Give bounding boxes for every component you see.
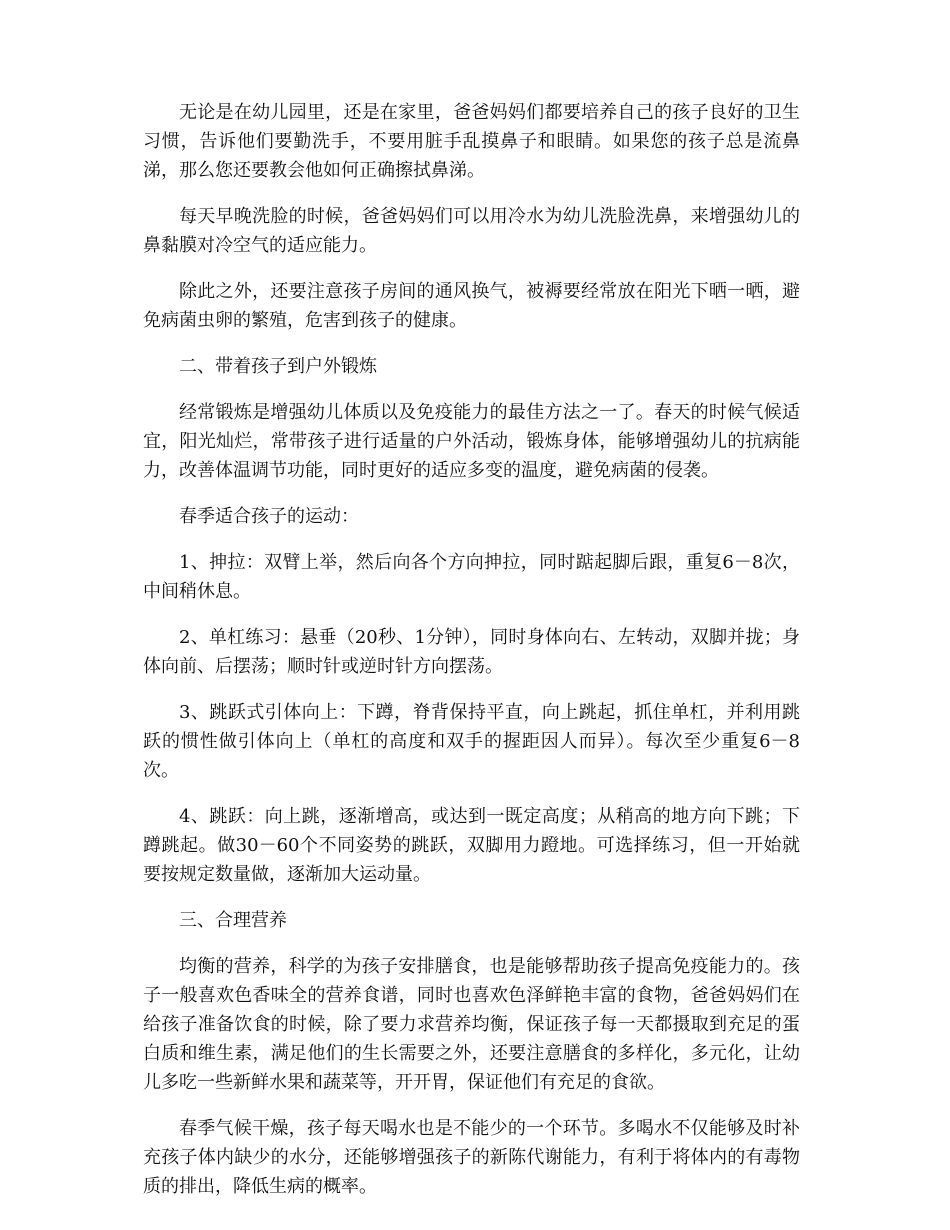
paragraph-drinking-water: 春季气候干燥，孩子每天喝水也是不能少的一个环节。多喝水不仅能够及时补充孩子体内缺少的水分，还能够增强孩子的新陈代谢能力，有利于将体内的有毒物质的排出，降低生病的概率。: [143, 1118, 800, 1197]
paragraph-cold-water-wash: 每天早晚洗脸的时候，爸爸妈妈们可以用冷水为幼儿洗脸洗鼻，来增强幼儿的鼻黏膜对冷空气的适应能力。: [143, 206, 800, 256]
list-item-horizontal-bar: 2、单杠练习：悬垂（20秒、1分钟），同时身体向右、左转动，双脚并拢；身体向前、后摆荡；顺时针或逆时针方向摆荡。: [143, 627, 800, 677]
paragraph-exercise-benefits: 经常锻炼是增强幼儿体质以及免疫能力的最佳方法之一了。春天的时候气候适宜，阳光灿烂，常带孩子进行适量的户外活动，锻炼身体，能够增强幼儿的抗病能力，改善体温调节功能，同时更好的适应多变的温度，避免病菌的侵袭。: [143, 402, 800, 481]
list-item-stretching: 1、抻拉：双臂上举，然后向各个方向抻拉，同时踮起脚后跟，重复6－8次，中间稍休息。: [143, 552, 800, 602]
paragraph-hygiene-habits: 无论是在幼儿园里，还是在家里，爸爸妈妈们都要培养自己的孩子良好的卫生习惯，告诉他们要勤洗手，不要用脏手乱摸鼻子和眼睛。如果您的孩子总是流鼻涕，那么您还要教会他如何正确擦拭鼻涕。: [143, 102, 800, 181]
list-item-jumping: 4、跳跃：向上跳，逐渐增高，或达到一既定高度；从稍高的地方向下跳；下蹲跳起。做30－60个不同姿势的跳跃，双脚用力蹬地。可选择练习，但一开始就要按规定数量做，逐渐加大运动量。: [143, 806, 800, 885]
paragraph-balanced-nutrition: 均衡的营养，科学的为孩子安排膳食，也是能够帮助孩子提高免疫能力的。孩子一般喜欢色香味全的营养食谱，同时也喜欢色泽鲜艳丰富的食物，爸爸妈妈们在给孩子准备饮食的时候，除了要力求营养均衡，保证孩子每一天都摄取到充足的蛋白质和维生素，满足他们的生长需要之外，还要注意膳食的多样化，多元化，让幼儿多吃一些新鲜水果和蔬菜等，开开胃，保证他们有充足的食欲。: [143, 956, 800, 1093]
section-heading-outdoor-exercise: 二、带着孩子到户外锻炼: [179, 356, 377, 377]
paragraph-ventilation: 除此之外，还要注意孩子房间的通风换气，被褥要经常放在阳光下晒一晒，避免病菌虫卵的繁殖，危害到孩子的健康。: [143, 281, 800, 331]
section-heading-nutrition: 三、合理营养: [179, 910, 287, 931]
list-item-jump-pullup: 3、跳跃式引体向上：下蹲，脊背保持平直，向上跳起，抓住单杠，并利用跳跃的惯性做引体向上（单杠的高度和双手的握距因人而异）。每次至少重复6－8次。: [143, 702, 800, 781]
paragraph-spring-exercises-intro: 春季适合孩子的运动：: [179, 506, 359, 527]
